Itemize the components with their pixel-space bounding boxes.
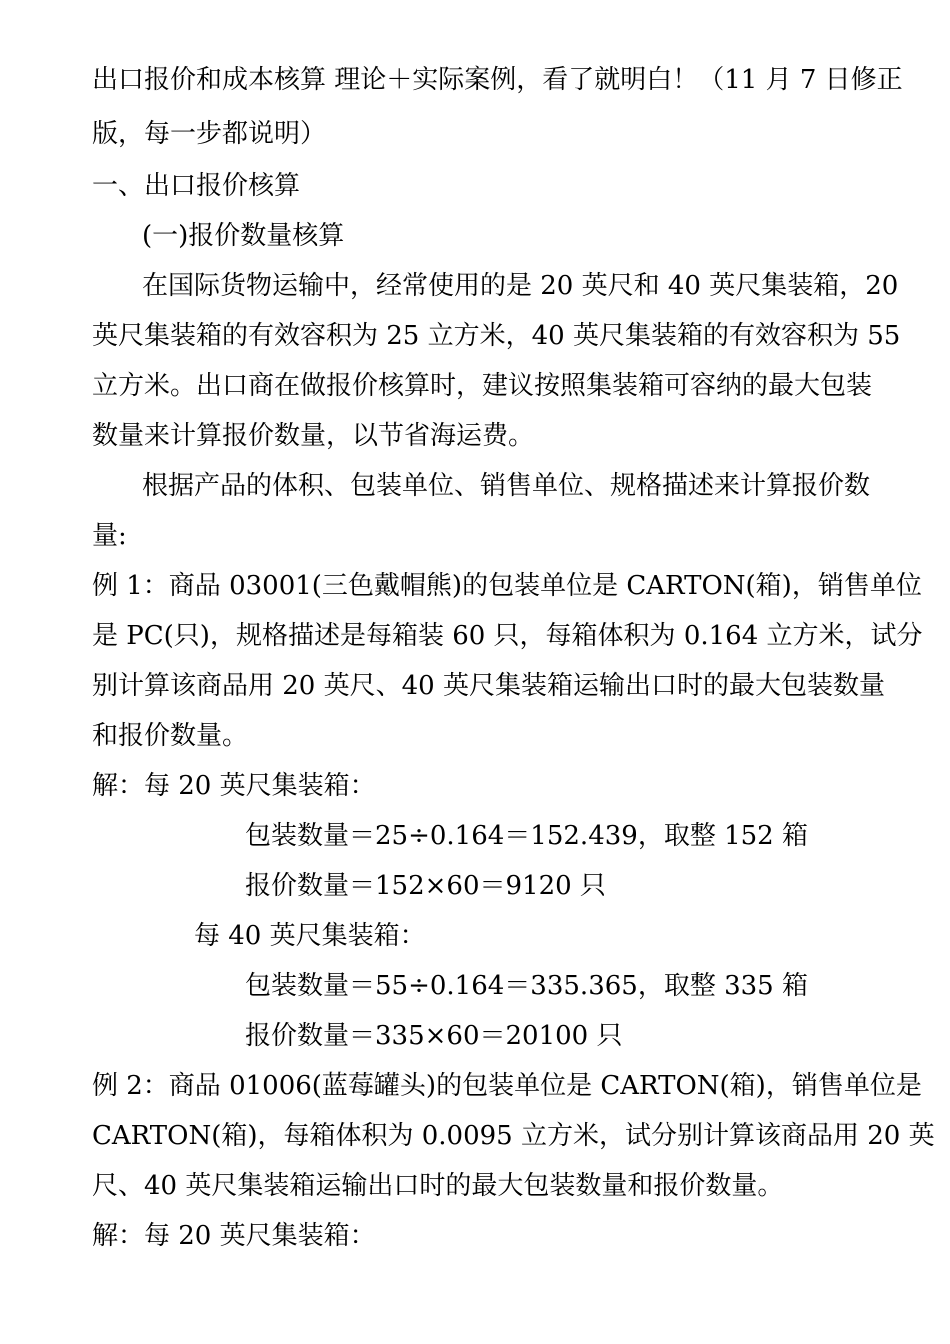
example-2-problem-line: 尺、40 英尺集装箱运输出口时的最大包装数量和报价数量。	[92, 1171, 784, 1201]
example-1-calc-20-quote: 报价数量＝152×60＝9120 只	[245, 871, 606, 901]
example-1-problem-line: 和报价数量。	[92, 721, 249, 751]
document-title-line-2: 版，每一步都说明）	[92, 119, 327, 149]
example-1-label-40: 每 40 英尺集装箱：	[194, 921, 426, 951]
section-heading: 一、出口报价核算	[92, 171, 301, 201]
intro-paragraph-line: 在国际货物运输中，经常使用的是 20 英尺和 40 英尺集装箱，20	[142, 271, 899, 301]
subsection-heading: (一)报价数量核算	[142, 221, 345, 251]
method-paragraph-line: 量:	[92, 521, 127, 551]
example-1-calc-40-quote: 报价数量＝335×60＝20100 只	[245, 1021, 623, 1051]
example-1-solution-label: 解：每 20 英尺集装箱：	[92, 771, 376, 801]
example-1-problem-line: 是 PC(只)，规格描述是每箱装 60 只，每箱体积为 0.164 立方米，试分	[92, 621, 923, 651]
example-1-calc-20-pack: 包装数量＝25÷0.164＝152.439，取整 152 箱	[245, 821, 808, 851]
intro-paragraph-line: 数量来计算报价数量，以节省海运费。	[92, 421, 535, 451]
intro-paragraph-line: 立方米。出口商在做报价核算时，建议按照集装箱可容纳的最大包装	[92, 371, 873, 401]
intro-paragraph-line: 英尺集装箱的有效容积为 25 立方米，40 英尺集装箱的有效容积为 55	[92, 321, 901, 351]
example-2-problem-line: CARTON(箱)，每箱体积为 0.0095 立方米，试分别计算该商品用 20 英	[92, 1121, 935, 1151]
document-title-line-1: 出口报价和成本核算 理论＋实际案例，看了就明白！（11 月 7 日修正	[92, 65, 903, 95]
example-2-problem-line: 例 2：商品 01006(蓝莓罐头)的包装单位是 CARTON(箱)，销售单位是	[92, 1071, 922, 1101]
example-2-solution-label: 解：每 20 英尺集装箱：	[92, 1221, 376, 1251]
example-1-problem-line: 例 1：商品 03001(三色戴帽熊)的包装单位是 CARTON(箱)，销售单位	[92, 571, 922, 601]
example-1-calc-40-pack: 包装数量＝55÷0.164＝335.365，取整 335 箱	[245, 971, 808, 1001]
method-paragraph-line: 根据产品的体积、包装单位、销售单位、规格描述来计算报价数	[142, 471, 871, 501]
example-1-problem-line: 别计算该商品用 20 英尺、40 英尺集装箱运输出口时的最大包装数量	[92, 671, 885, 701]
